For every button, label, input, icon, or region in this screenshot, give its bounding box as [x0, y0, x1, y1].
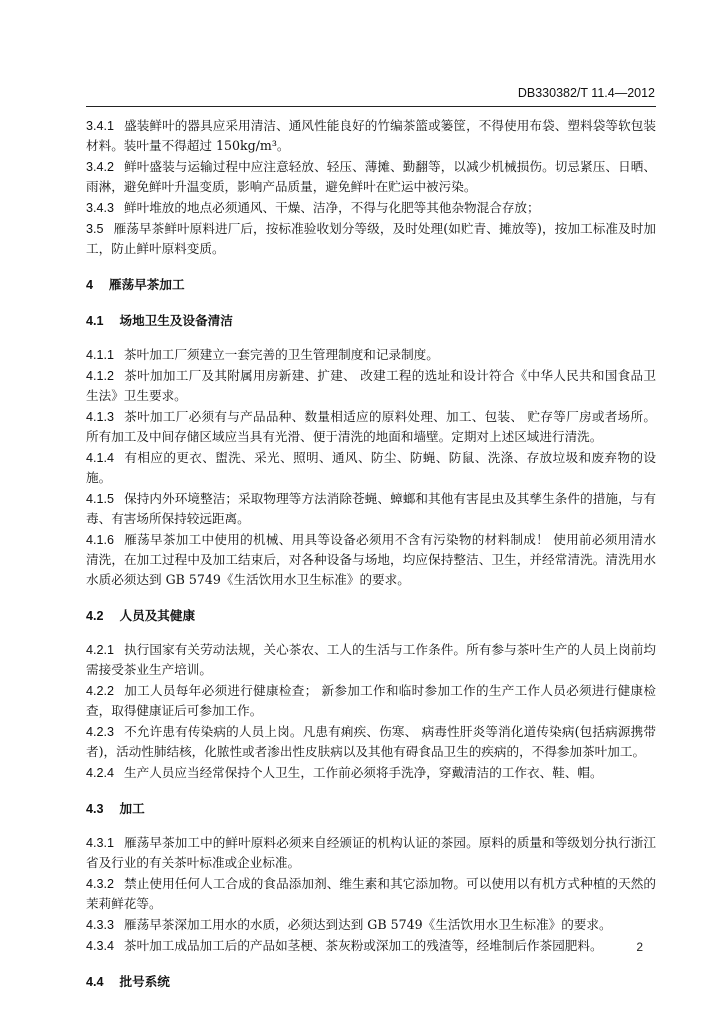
clause-text: 场地卫生及设备清洁	[119, 313, 233, 328]
clause-text: 加工	[119, 801, 145, 816]
section-heading	[86, 606, 656, 626]
clause-number: 4.1.2	[86, 369, 115, 383]
clause-number: 4.3.2	[86, 877, 115, 891]
clause-text: 雁荡早茶鲜叶原料进厂后，按标准验收划分等级，及时处理(如贮青、摊放等)，按加工标准及时加工，防止鲜叶原料变质。	[86, 221, 656, 256]
clause-number: 4.3.1	[86, 836, 115, 850]
clause-paragraph	[86, 640, 656, 680]
clause-text: 鲜叶堆放的地点必须通风、干燥、洁净，不得与化肥等其他杂物混合存放；	[124, 200, 540, 215]
clause-paragraph	[86, 681, 656, 721]
clause-number: 4.1.1	[86, 348, 115, 362]
clause-paragraph	[86, 198, 656, 218]
clause-number: 4.3.4	[86, 939, 115, 953]
clause-text: 生产人员应当经常保持个人卫生，工作前必须将手洗净，穿戴清洁的工作衣、鞋、帽。	[124, 765, 603, 780]
header-divider	[86, 106, 656, 107]
clause-number: 3.4.3	[86, 201, 115, 215]
clause-number: 4.3.3	[86, 918, 115, 932]
clause-paragraph	[86, 915, 656, 935]
clause-paragraph	[86, 722, 656, 762]
clause-paragraph	[86, 366, 656, 406]
clause-paragraph	[86, 763, 656, 783]
clause-text: 雁荡早茶加工中使用的机械、用具等设备必须用不含有污染物的材料制成！ 使用前必须用清水清洗，在加工过程中及加工结束后，对各种设备与场地，均应保持整洁、卫生，并经常清洗。清洗用水水质必须达到 GB 5749《生活饮用水卫生标准》的要求。	[86, 532, 656, 587]
clause-paragraph	[86, 530, 656, 590]
clause-text: 茶叶加加工厂及其附属用房新建、扩建、 改建工程的选址和设计符合《中华人民共和国食品卫生法》卫生要求。	[86, 368, 656, 403]
clause-number: 4.2.2	[86, 684, 115, 698]
clause-text: 雁荡早茶深加工用水的水质，必须达到达到 GB 5749《生活饮用水卫生标准》的要求。	[124, 917, 612, 932]
clause-number: 3.5	[86, 222, 104, 236]
clause-number: 4.1.5	[86, 492, 115, 506]
page-number: 2	[636, 940, 643, 954]
clause-number: 4.2	[86, 609, 104, 623]
clause-number: 4.2.1	[86, 643, 115, 657]
clause-text: 鲜叶盛装与运输过程中应注意轻放、轻压、薄摊、勤翻等，以减少机械损伤。切忌紧压、日晒、雨淋，避免鲜叶升温变质，影响产品质量，避免鲜叶在贮运中被污染。	[86, 159, 656, 194]
clause-text: 盛装鲜叶的器具应采用清洁、通风性能良好的竹编茶篮或篓筐，不得使用布袋、塑料袋等软包装材料。装叶量不得超过 150kg/m³。	[86, 118, 656, 153]
clause-text: 保持内外环境整洁；采取物理等方法消除苍蝇、蟑螂和其他有害昆虫及其孳生条件的措施，与有毒、有害场所保持较远距离。	[86, 491, 656, 526]
clause-paragraph	[86, 936, 656, 956]
clause-paragraph	[86, 157, 656, 197]
clause-text: 茶叶加工厂须建立一套完善的卫生管理制度和记录制度。	[124, 347, 439, 362]
clause-text: 雁荡早茶加工中的鲜叶原料必须来自经颁证的机构认证的茶园。原料的质量和等级划分执行浙江省及行业的有关茶叶标准或企业标准。	[86, 835, 656, 870]
clause-number: 4.2.4	[86, 766, 115, 780]
clause-text: 雁荡早茶加工	[109, 277, 185, 292]
clause-paragraph	[86, 448, 656, 488]
section-heading	[86, 972, 656, 992]
clause-paragraph	[86, 116, 656, 156]
clause-text: 人员及其健康	[119, 608, 196, 623]
clause-number: 4.2.3	[86, 725, 115, 739]
clause-number: 4.1	[86, 314, 104, 328]
clause-number: 4.3	[86, 802, 104, 816]
clause-text: 执行国家有关劳动法规，关心茶农、工人的生活与工作条件。所有参与茶叶生产的人员上岗前均需接受茶业生产培训。	[86, 642, 656, 677]
clause-text: 有相应的更衣、盥洗、采光、照明、通风、防尘、防蝇、防鼠、洗涤、存放垃圾和废弃物的设施。	[86, 450, 656, 485]
document-code: DB330382/T 11.4—2012	[517, 86, 655, 100]
clause-paragraph	[86, 833, 656, 873]
clause-number: 4.1.4	[86, 451, 115, 465]
document-body	[86, 116, 656, 1006]
clause-text: 批号系统	[119, 974, 170, 989]
section-heading	[86, 275, 656, 295]
clause-number: 4	[86, 278, 94, 292]
clause-number: 4.1.6	[86, 533, 115, 547]
clause-text: 茶叶加工成品加工后的产品如茎梗、茶灰粉或深加工的残渣等，经堆制后作茶园肥料。	[124, 938, 603, 953]
clause-text: 茶叶加工厂必须有与产品品种、数量相适应的原料处理、加工、包装、 贮存等厂房或者场所。所有加工及中间存储区域应当具有光滑、便于清洗的地面和墙壁。定期对上述区域进行清洗。	[86, 409, 656, 444]
section-heading	[86, 799, 656, 819]
clause-paragraph	[86, 219, 656, 259]
clause-paragraph	[86, 407, 656, 447]
clause-text: 禁止使用任何人工合成的食品添加剂、维生素和其它添加物。可以使用以有机方式种植的天然的茉莉鲜花等。	[86, 876, 656, 911]
clause-paragraph	[86, 489, 656, 529]
clause-text: 不允许患有传染病的人员上岗。凡患有痢疾、伤寒、 病毒性肝炎等消化道传染病(包括病源携带者)，活动性肺结核，化脓性或者渗出性皮肤病以及其他有碍食品卫生的疾病的，不得参加茶叶加工。	[86, 724, 656, 759]
clause-text: 加工人员每年必须进行健康检查； 新参加工作和临时参加工作的生产工作人员必须进行健康检查，取得健康证后可参加工作。	[86, 683, 656, 718]
clause-number: 4.1.3	[86, 410, 115, 424]
clause-paragraph	[86, 874, 656, 914]
clause-number: 3.4.1	[86, 119, 115, 133]
clause-paragraph	[86, 345, 656, 365]
clause-number: 4.4	[86, 975, 104, 989]
clause-number: 3.4.2	[86, 160, 115, 174]
section-heading	[86, 311, 656, 331]
